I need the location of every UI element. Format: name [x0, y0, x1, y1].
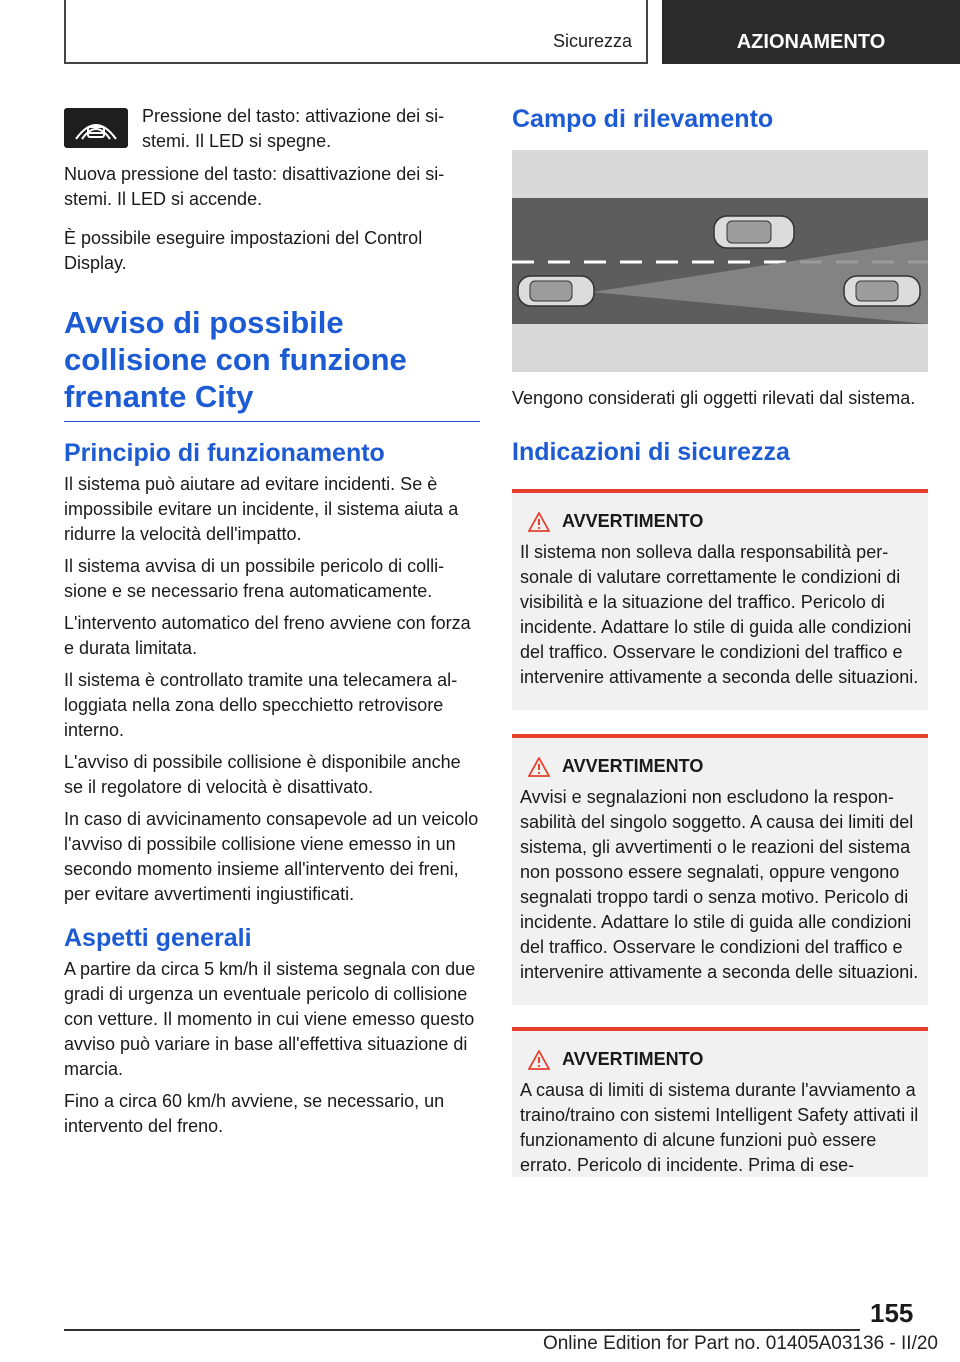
car-icon: [714, 216, 794, 248]
warning-title: AVVERTIMENTO: [562, 511, 704, 531]
paragraph: L'avviso di possibile collisione è disponibile anche se il regolatore di velocità è disattivato.: [64, 752, 461, 797]
warning-box: [512, 489, 928, 710]
subheading-detection-range: Campo di rilevamento: [512, 105, 774, 133]
section-label: Sicurezza: [552, 31, 632, 51]
warning-title: AVVERTIMENTO: [562, 1049, 704, 1069]
warning-box: [512, 734, 928, 1005]
paragraph: Il sistema è controllato tramite una telecamera alloggiata nella zona dello specchietto retrovisore interno.: [64, 670, 458, 740]
warning-triangle-icon: [528, 512, 550, 532]
warning-box: [512, 1027, 928, 1177]
subheading-principle: Principio di funzionamento: [64, 439, 385, 467]
warning-text: Il sistema non solleva dalla responsabilità personale di valutare correttamente le condizioni di visibilità e la situazione del traffico. Pericolo di incidente. Adattare lo stile di guida alle condizioni del traffico. Osservare le condizioni del traffico e intervenire attivamente a seconda delle situazioni.: [520, 542, 919, 687]
paragraph: Fino a circa 60 km/h avviene, se necessario, un intervento del freno.: [64, 1091, 445, 1136]
paragraph: In caso di avvicinamento consapevole ad un veicolo l'avviso di possibile collisione viene emesso in un secondo momento insieme all'intervento dei freni, per evitare avvertimenti ingiustificati.: [64, 809, 479, 904]
chapter-tab: AZIONAMENTO: [662, 0, 960, 64]
subheading-general: Aspetti generali: [64, 924, 252, 952]
warning-triangle-icon: [528, 1050, 550, 1070]
section-heading: Avviso di possibile collisione con funzione frenante City: [64, 304, 480, 422]
paragraph: Nuova pressione del tasto: disattivazione dei sistemi. Il LED si accende.: [64, 164, 445, 209]
warning-triangle-icon: [528, 757, 550, 777]
button-text: Pressione del tasto: attivazione dei sistemi. Il LED si spegne.: [142, 106, 445, 151]
right-column: [512, 104, 928, 1187]
warning-text: A causa di limiti di sistema durante l'avviamento a traino/traino con sistemi Intelligent Safety attivati il funzionamento di alcune funzioni può essere errato. Pericolo di incidente. Prima di ese-: [520, 1080, 919, 1175]
page-number: 155: [870, 1298, 914, 1328]
subheading-safety: Indicazioni di sicurezza: [512, 438, 790, 466]
paragraph: L'intervento automatico del freno avviene con forza e durata limitata.: [64, 613, 471, 658]
car-icon: [518, 276, 594, 306]
car-icon: [844, 276, 920, 306]
detection-range-illustration: [512, 150, 928, 372]
warning-title: AVVERTIMENTO: [562, 756, 704, 776]
header-frame: [64, 0, 648, 64]
paragraph: A partire da circa 5 km/h il sistema segnala con due gradi di urgenza un eventuale pericolo di collisione con vetture. Il momento in cui viene emesso questo avviso può variare in base all'effettiva situazione di marcia.: [64, 959, 476, 1079]
button-description: [64, 104, 480, 154]
collision-warning-button-icon: [64, 108, 128, 148]
paragraph: È possibile eseguire impostazioni del Control Display.: [64, 228, 423, 273]
figure-caption: Vengono considerati gli oggetti rilevati dal sistema.: [512, 388, 916, 408]
paragraph: Il sistema avvisa di un possibile pericolo di collisione e se necessario frena automaticamente.: [64, 556, 445, 601]
warning-text: Avvisi e segnalazioni non escludono la responsabilità del singolo soggetto. A causa dei limiti del sistema, gli avvertimenti o le reazioni del sistema non possono essere segnalati, oppure vengono segnalati troppo tardi o senza motivo. Pericolo di incidente. Adattare lo stile di guida alle condizioni del traffico. Osservare le condizioni del traffico e intervenire attivamente a seconda delle situazioni.: [520, 787, 919, 982]
left-column: [64, 104, 480, 1146]
edition-footer: Online Edition for Part no. 01405A03136 - II/20: [542, 1333, 938, 1354]
paragraph: Il sistema può aiutare ad evitare incidenti. Se è impossibile evitare un incidente, il sistema aiuta a ridurre la velocità dell'impatto.: [64, 474, 459, 544]
footer-divider: [64, 1329, 860, 1331]
